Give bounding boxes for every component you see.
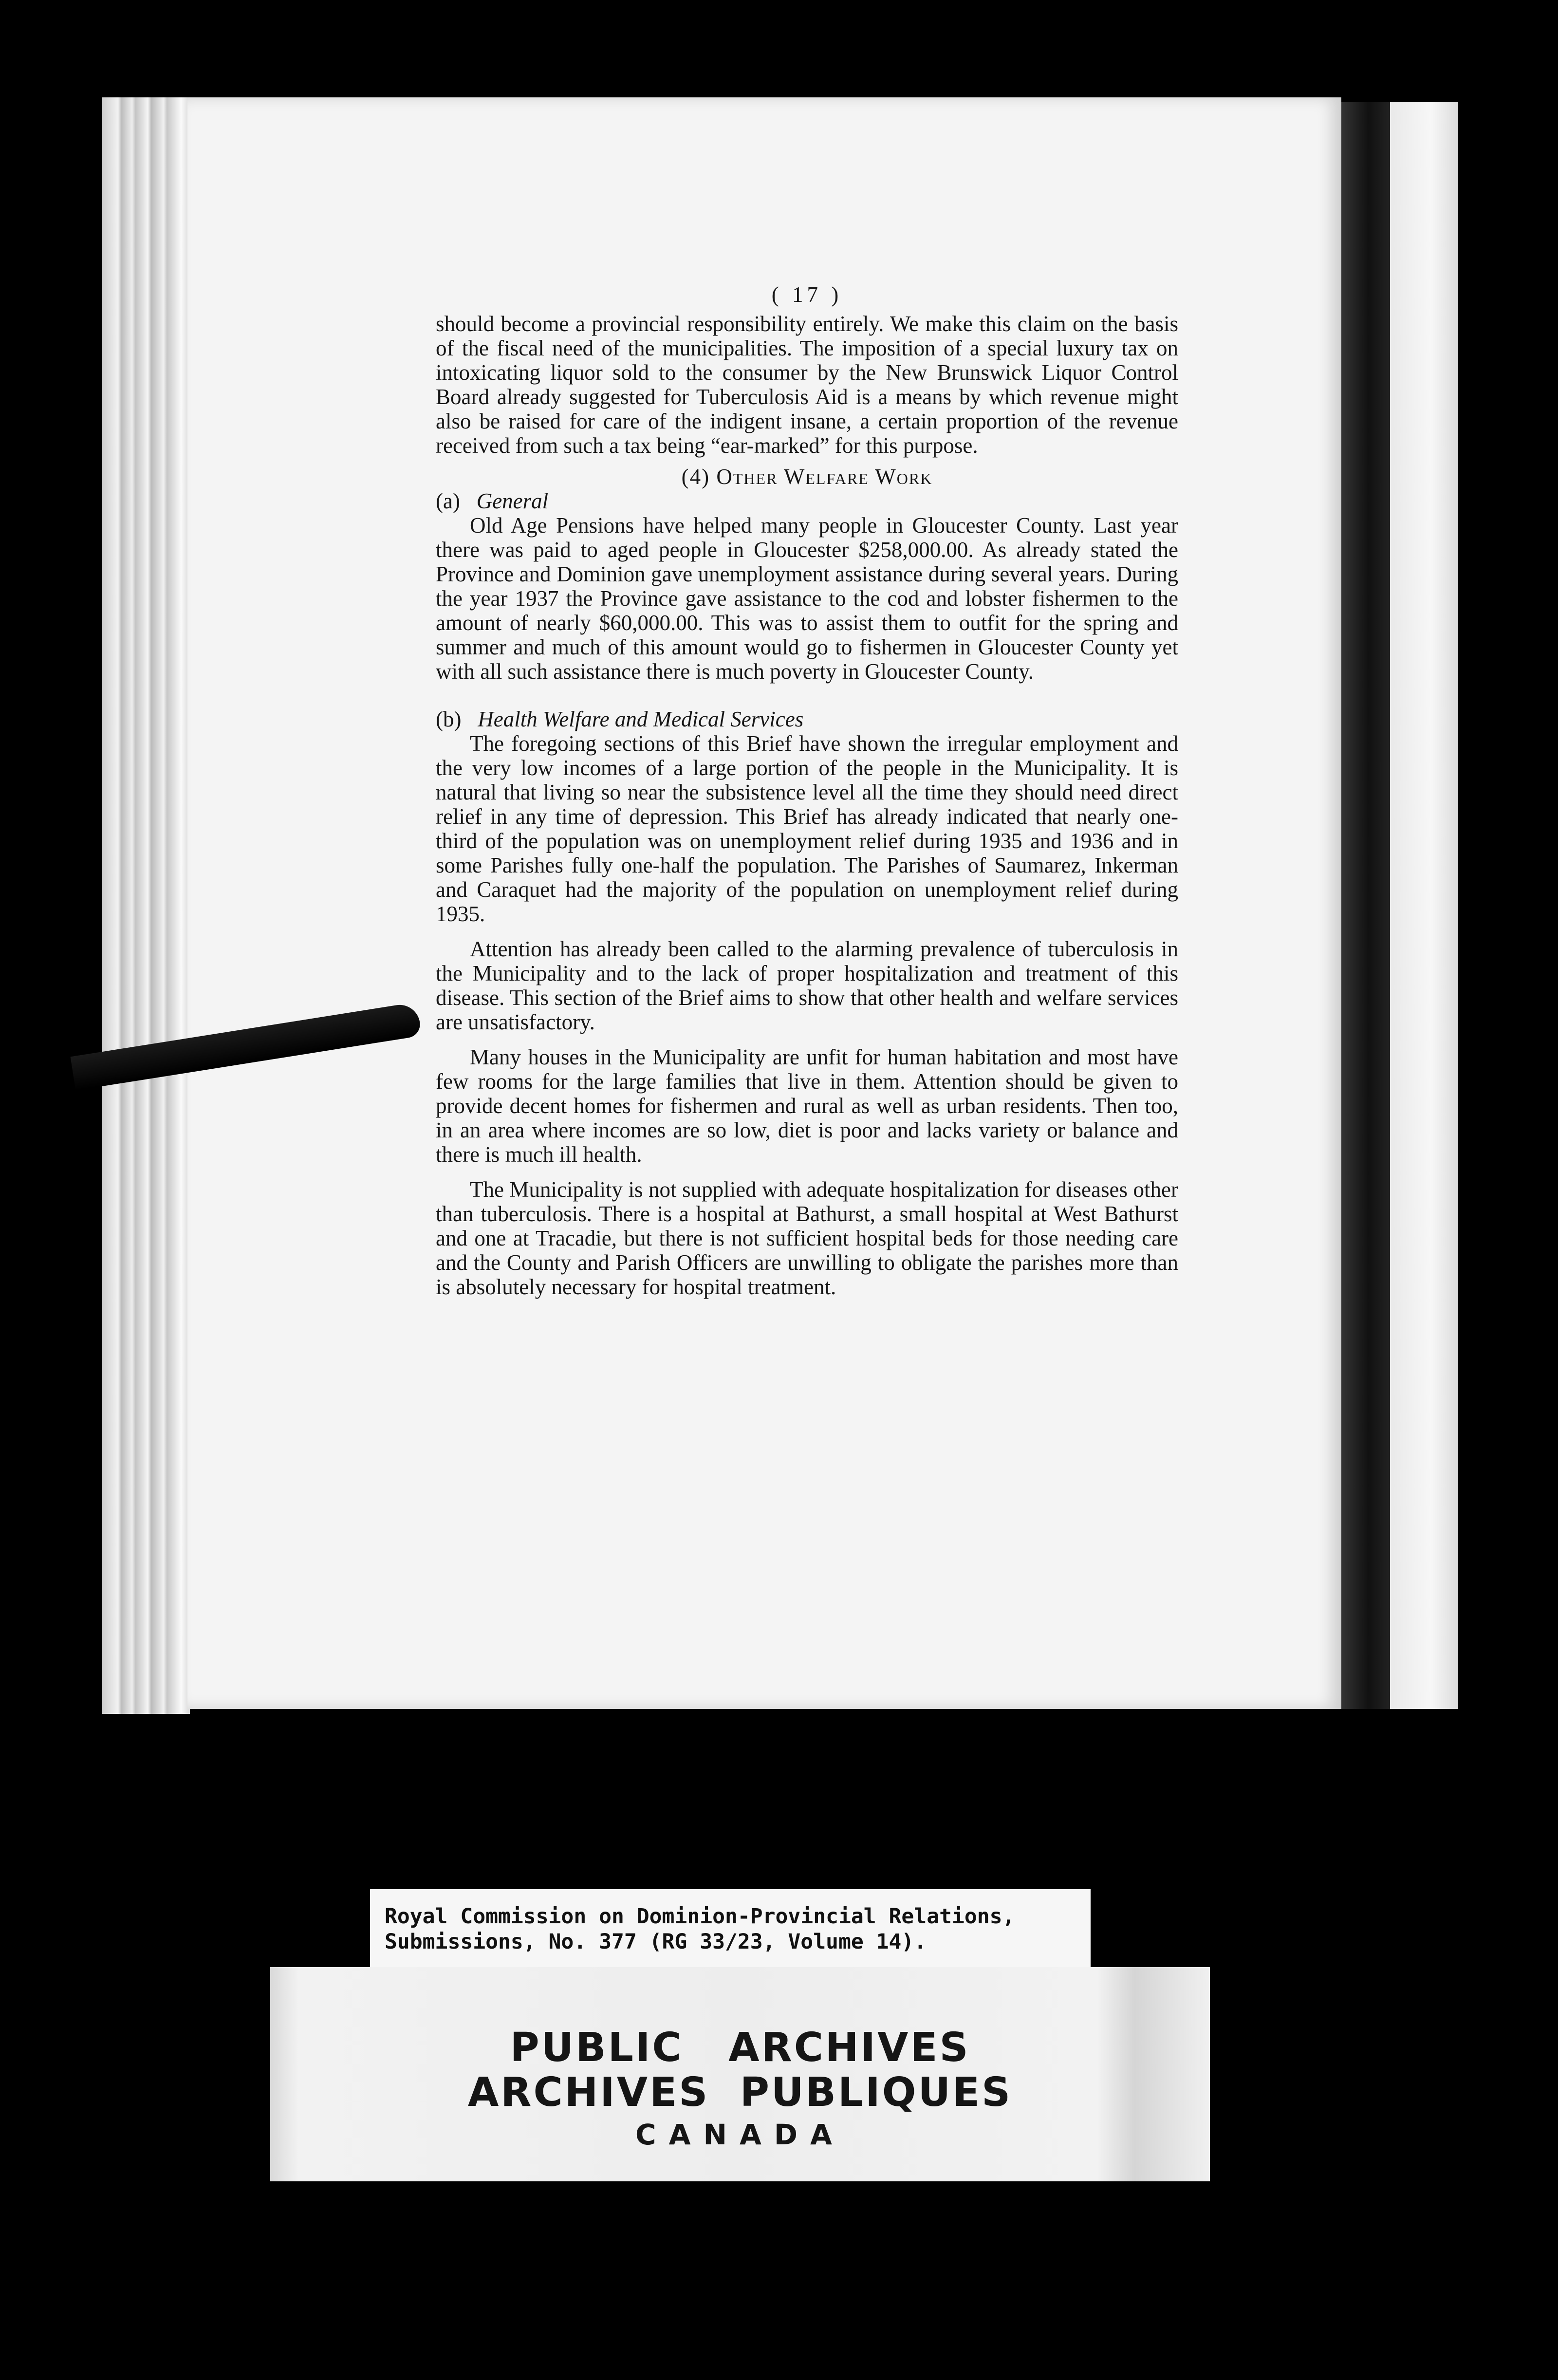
subsection-b-title: Health Welfare and Medical Services — [478, 707, 804, 731]
citation-strip — [370, 1889, 1091, 1967]
section-heading: (4) Other Welfare Work — [681, 465, 933, 489]
stamp-line-country: CANADA — [635, 2118, 845, 2151]
subsection-b-label: (b) — [436, 707, 462, 731]
subsection-b-paragraph: Attention has already been called to the alarming prevalence of tuberculosis in the Municipality and to the lack of proper hospitalization and treatment of this disease. This section of the Brief aims to show that other health and welfare services are unsatisfactory. — [436, 937, 1178, 1034]
subsection-b-heading — [436, 707, 1178, 731]
subsection-a-paragraph: Old Age Pensions have helped many people in Gloucester County. Last year there was paid to aged people in Gloucester $258,000.00. As already stated the Province and Dominion gave unemployment assistance during several years. During the year 1937 the Province gave assistance to the cod and lobster fishermen to the amount of nearly $60,000.00. This was to assist them to outfit for the spring and summer and much of this amount would go to fishermen in Gloucester County yet with all such assistance there is much poverty in Gloucester County. — [436, 513, 1178, 684]
next-page-edge — [1390, 102, 1458, 1709]
citation-line: Royal Commission on Dominion-Provincial Relations, — [385, 1904, 1015, 1929]
subsection-a-heading — [436, 489, 1178, 513]
archives-stamp — [270, 1967, 1210, 2181]
subsection-b-paragraph: The foregoing sections of this Brief have shown the irregular employment and the very low incomes of a large portion of the people in the Municipality. It is natural that living so near the subsistence level all the time they should need direct relief in any time of depression. This Brief has already indicated that nearly one-third of the population was on unemployment relief during 1935 and 1936 and in some Parishes fully one-half the population. The Parishes of Saumarez, Inkerman and Caraquet had the majority of the population on unemployment relief during 1935. — [436, 731, 1178, 926]
intro-paragraph: should become a provincial responsibility entirely. We make this claim on the basis of the fiscal need of the municipalities. The imposition of a special luxury tax on intoxicating liquor sold to the consumer by the New Brunswick Liquor Control Board already suggested for Tuberculosis Aid is a means by which revenue might also be raised for care of the indigent insane, a certain proportion of the revenue received from such a tax being “ear-marked” for this purpose. — [436, 312, 1178, 458]
page-text — [436, 273, 1178, 1299]
citation-line: Submissions, No. 377 (RG 33/23, Volume 14). — [385, 1930, 927, 1954]
subsection-a-title: General — [476, 489, 549, 513]
page-number: ( 17 ) — [771, 282, 843, 307]
page-stack-edges — [102, 97, 190, 1714]
stamp-line-english: PUBLIC ARCHIVES — [510, 2025, 970, 2071]
binding-shadow — [1336, 102, 1390, 1709]
subsection-a-label: (a) — [436, 489, 460, 513]
subsection-b-paragraph: Many houses in the Municipality are unfit for human habitation and most have few rooms for the large families that live in them. Attention should be given to provide decent homes for fishermen and rural as well as urban residents. Then too, in an area where incomes are so low, diet is poor and lacks variety or balance and there is much ill health. — [436, 1045, 1178, 1167]
stamp-line-french: ARCHIVES PUBLIQUES — [467, 2069, 1013, 2116]
subsection-b-paragraph: The Municipality is not supplied with adequate hospitalization for diseases other than tuberculosis. There is a hospital at Bathurst, a small hospital at West Bathurst and one at Tracadie, but there is not sufficient hospital beds for those needing care and the County and Parish Officers are unwilling to obligate the parishes more than is absolutely necessary for hospital treatment. — [436, 1177, 1178, 1299]
